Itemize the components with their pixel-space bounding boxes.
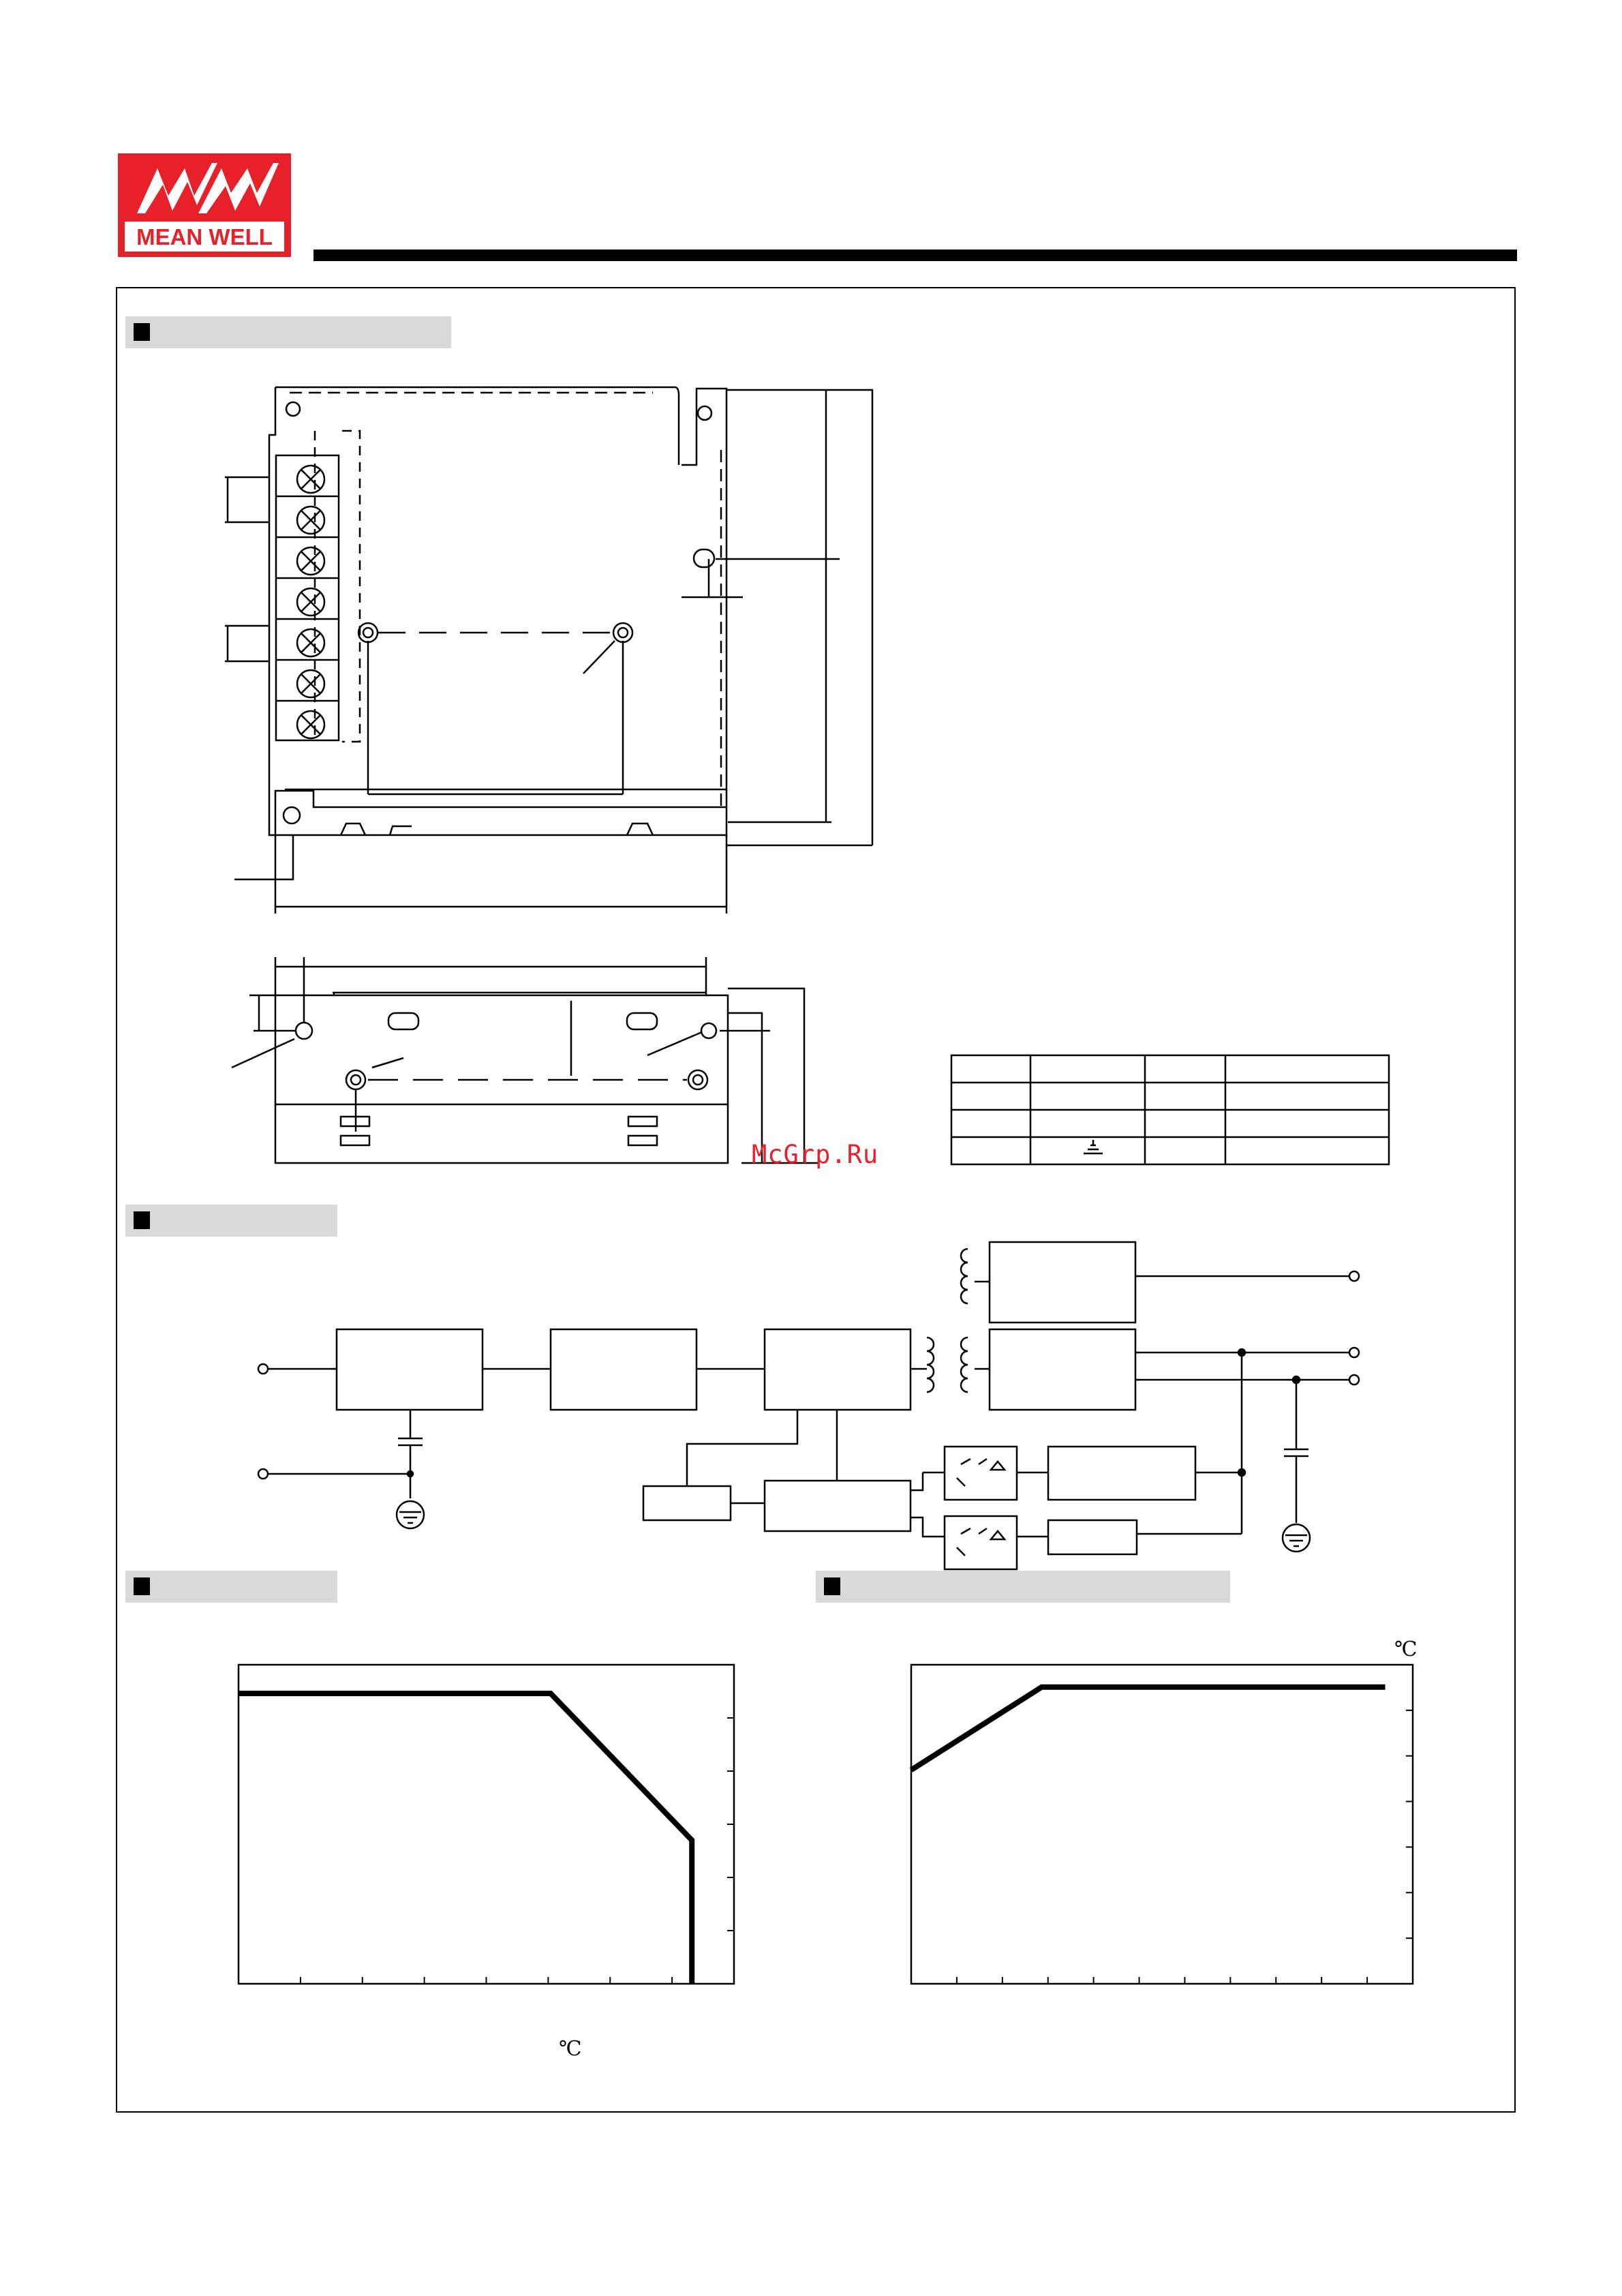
- static-chart-frame: [911, 1665, 1413, 1984]
- static-curve-line: [911, 1687, 1386, 1770]
- derating-unit-label: ℃: [559, 2037, 582, 2061]
- logo-name-text: MEAN WELL: [136, 224, 273, 250]
- static-chart-ticks: [957, 1710, 1413, 1984]
- watermark-text: McGrp.Ru: [752, 1140, 879, 1169]
- static-unit-label: ℃: [1394, 1637, 1418, 1661]
